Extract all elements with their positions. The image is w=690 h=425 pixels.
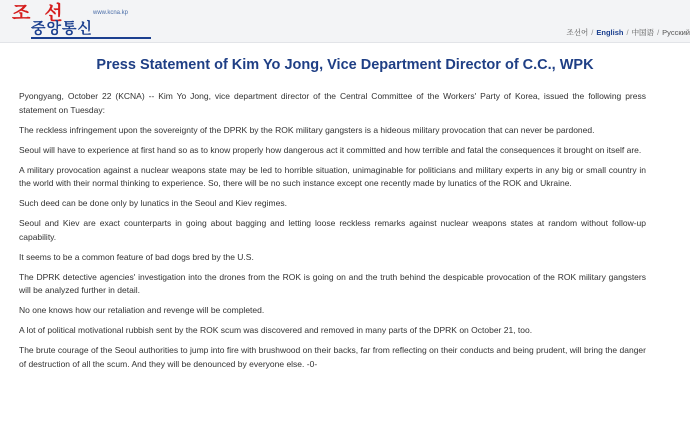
logo-url-text: www.kcna.kp — [93, 10, 129, 16]
article-paragraph: A military provocation against a nuclear weapons state may be led to horrible situation, unimaginable for politicians and military experts in any big or small country in the world with their normal thinking to experience. So, there will be no such instance except one recently made by lunatics of the ROK and Ukraine. — [19, 164, 646, 188]
article-title: Press Statement of Kim Yo Jong, Vice Department Director of C.C., WPK — [96, 57, 594, 73]
lang-separator: / — [626, 28, 629, 37]
article-paragraph: Seoul will have to experience at first hand so as to know properly how dangerous act it committed and how terrible and fatal the consequences it brought on itself are. — [19, 144, 642, 155]
article-paragraph: Such deed can be done only by lunatics in the Seoul and Kiev regimes. — [19, 198, 287, 208]
kcna-logo[interactable] — [12, 2, 152, 40]
lang-english-link[interactable]: English — [596, 28, 624, 37]
article-paragraph: No one knows how our retaliation and revenge will be completed. — [19, 305, 265, 315]
article-paragraph: The DPRK detective agencies' investigation into the drones from the ROK is going on and the truth behind the despicable provocation of the ROK military gangsters will be analyzed further in detail. — [19, 271, 646, 295]
article-paragraph: The reckless infringement upon the sovereignty of the DPRK by the ROK military gangsters is a hideous military provocation that can never be pardoned. — [19, 124, 595, 135]
lang-chinese-link[interactable]: 中国语 — [631, 28, 655, 37]
lang-separator: / — [657, 28, 660, 37]
article-paragraph: It seems to be a common feature of bad dogs bred by the U.S. — [19, 251, 254, 262]
article-paragraph: The brute courage of the Seoul authorities to jump into fire with brushwood on their backs, far from reflecting on their conducts and being prudent, will bring the danger of destruction of all the scum. And they will be denounced by everyone else. -0- — [19, 345, 646, 369]
lang-separator: / — [591, 28, 594, 37]
language-bar — [567, 28, 690, 38]
lang-russian-link[interactable]: Русский — [662, 28, 690, 37]
lang-korean-link[interactable]: 조선어 — [566, 28, 589, 37]
logo-main-text: 조선 — [12, 2, 77, 24]
article-paragraph: Pyongyang, October 22 (KCNA) -- Kim Yo Jong, vice department director of the Central Committee of the Workers' Party of Korea, issued the following press statement on Tuesday: — [19, 91, 646, 115]
article-body — [19, 90, 646, 378]
header — [0, 0, 690, 43]
article-paragraph: Seoul and Kiev are exact counterparts in going about bagging and letting loose reckless remarks against nuclear weapons states at random without follow-up capability. — [19, 218, 646, 242]
logo-underline — [31, 37, 151, 39]
logo-sub-text: 중앙통신 — [31, 19, 93, 37]
article-paragraph: A lot of political motivational rubbish sent by the ROK scum was discovered and removed in many parts of the DPRK on October 21, too. — [19, 325, 533, 335]
